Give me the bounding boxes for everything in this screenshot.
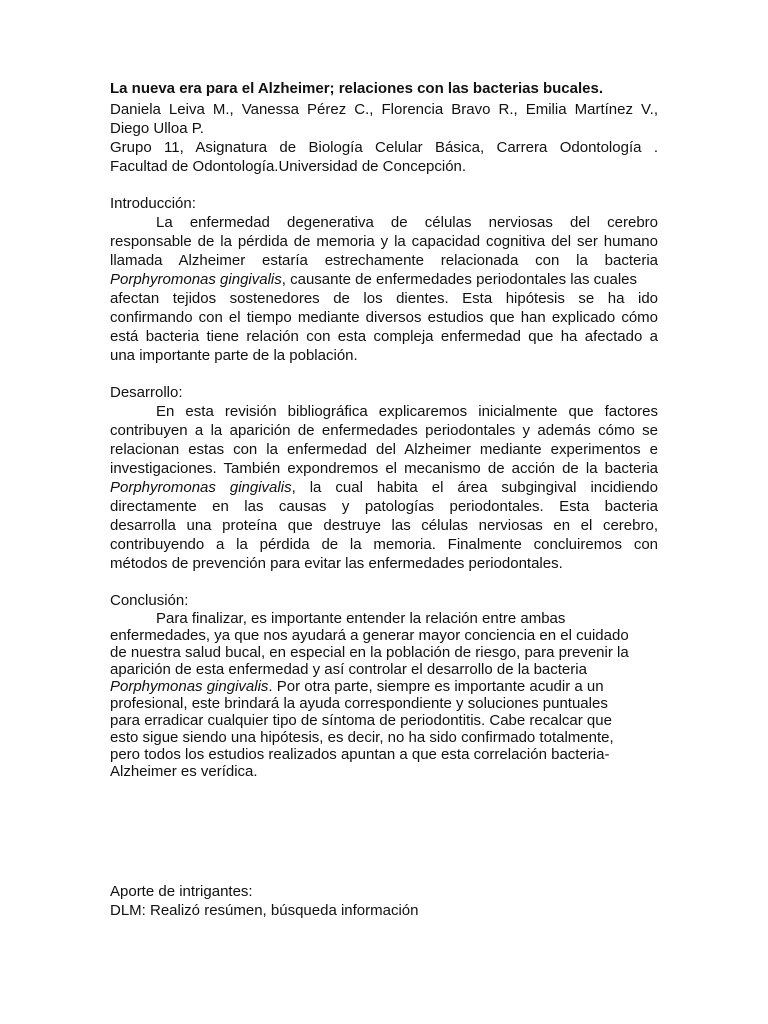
document-title: La nueva era para el Alzheimer; relaciones con las bacterias bucales. bbox=[110, 80, 604, 97]
desarrollo-line: métodos de prevención para evitar las enfermedades periodontales. bbox=[110, 555, 563, 572]
conclusion-line bbox=[110, 678, 658, 695]
species-name: Porphyromonas gingivalis bbox=[110, 271, 282, 288]
intro-line: una importante parte de la población. bbox=[110, 347, 358, 364]
authors-line-1: Daniela Leiva M., Vanessa Pérez C., Florencia Bravo R., Emilia Martínez V., bbox=[110, 101, 658, 118]
intro-line: La enfermedad degenerativa de células nerviosas del cerebro bbox=[156, 214, 658, 231]
conclusion-line: enfermedades, ya que nos ayudará a generar mayor conciencia en el cuidado bbox=[110, 627, 629, 644]
desarrollo-line: desarrolla una proteína que destruye las células nerviosas en el cerebro, bbox=[110, 517, 658, 534]
desarrollo-line: directamente en las causas y patologías periodontales. Esta bacteria bbox=[110, 498, 658, 515]
document-page bbox=[110, 78, 658, 780]
aporte-section bbox=[110, 882, 658, 920]
desarrollo-line: contribuyen a la aparición de enfermedades periodontales y además cómo se bbox=[110, 422, 658, 439]
intro-line: llamada Alzheimer estaría estrechamente relacionada con la bacteria bbox=[110, 252, 658, 269]
intro-line: está bacteria tiene relación con esta compleja enfermedad que ha afectado a bbox=[110, 328, 658, 345]
conclusion-heading: Conclusión: bbox=[110, 592, 189, 609]
desarrollo-line-text: , la cual habita el área subgingival incidiendo bbox=[291, 479, 658, 496]
conclusion-line: para erradicar cualquier tipo de síntoma de periodontitis. Cabe recalcar que bbox=[110, 712, 612, 729]
desarrollo-line bbox=[110, 478, 658, 497]
intro-heading: Introducción: bbox=[110, 195, 196, 212]
conclusion-body bbox=[110, 610, 658, 780]
conclusion-line: profesional, este brindará la ayuda correspondiente y soluciones puntuales bbox=[110, 695, 608, 712]
intro-line: confirmando con el tiempo mediante diversos estudios que han explicado cómo bbox=[110, 309, 658, 326]
aporte-heading: Aporte de intrigantes: bbox=[110, 883, 253, 900]
conclusion-line: de nuestra salud bucal, en especial en la población de riesgo, para prevenir la bbox=[110, 644, 629, 661]
desarrollo-line: investigaciones. También expondremos el mecanismo de acción de la bacteria bbox=[110, 460, 658, 477]
authors-line-2: Diego Ulloa P. bbox=[110, 120, 204, 137]
affiliation-line-1: Grupo 11, Asignatura de Biología Celular Básica, Carrera Odontología . bbox=[110, 139, 658, 156]
conclusion-line: pero todos los estudios realizados apuntan a que esta correlación bacteria- bbox=[110, 746, 610, 763]
intro-line bbox=[110, 270, 658, 289]
conclusion-line: Alzheimer es verídica. bbox=[110, 763, 258, 780]
affiliation-line-2: Facultad de Odontología.Universidad de Concepción. bbox=[110, 158, 467, 175]
desarrollo-heading: Desarrollo: bbox=[110, 384, 183, 401]
intro-line: afectan tejidos sostenedores de los dientes. Esta hipótesis se ha ido bbox=[110, 290, 658, 307]
conclusion-line: aparición de esta enfermedad y así controlar el desarrollo de la bacteria bbox=[110, 661, 587, 678]
species-name: Porphymonas gingivalis bbox=[110, 678, 269, 695]
conclusion-line: Para finalizar, es importante entender la relación entre ambas bbox=[156, 610, 566, 627]
conclusion-line: esto sigue siendo una hipótesis, es decir, no ha sido confirmado totalmente, bbox=[110, 729, 614, 746]
desarrollo-line: relacionan estas con la enfermedad del Alzheimer mediante experimentos e bbox=[110, 441, 658, 458]
conclusion-line-text: . Por otra parte, siempre es importante acudir a un bbox=[268, 678, 604, 695]
aporte-line: DLM: Realizó resúmen, búsqueda información bbox=[110, 902, 419, 919]
intro-line: responsable de la pérdida de memoria y la capacidad cognitiva del ser humano bbox=[110, 233, 658, 250]
desarrollo-line: En esta revisión bibliográfica explicaremos inicialmente que factores bbox=[156, 403, 658, 420]
intro-line-text: , causante de enfermedades periodontales las cuales bbox=[281, 271, 637, 288]
desarrollo-line: contribuyendo a la pérdida de la memoria. Finalmente concluiremos con bbox=[110, 536, 658, 553]
species-name: Porphyromonas gingivalis bbox=[110, 479, 292, 496]
